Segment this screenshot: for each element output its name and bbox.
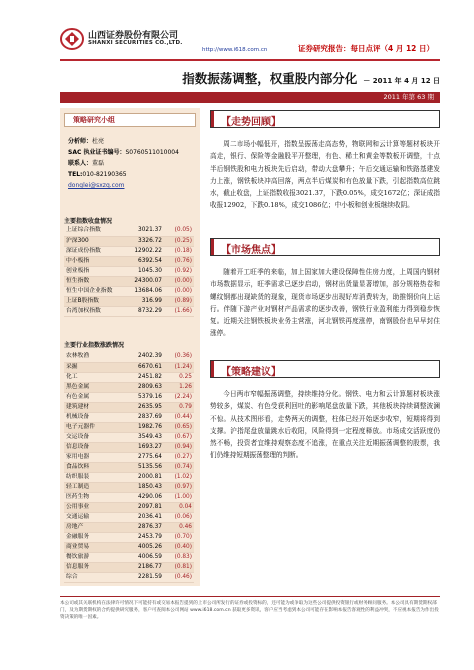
row-change-cell: (0.70)	[164, 532, 194, 542]
contact-name: 董磊	[92, 160, 105, 167]
row-value-cell: 1693.27	[122, 442, 164, 452]
row-name-cell: 家用电器	[64, 452, 122, 462]
company-logo-icon	[60, 28, 84, 50]
row-name-cell: 综合	[64, 572, 122, 582]
row-value-cell: 5379.16	[122, 392, 164, 402]
row-value-cell: 2036.41	[122, 512, 164, 522]
row-value-cell: 2451.82	[122, 372, 164, 382]
section-accent-bar	[211, 361, 214, 377]
section-body-trend: 周二市场小幅低开，指数呈振荡走高态势，物联网和云计算等题材板块开高走，银行、保险等金融股平开整理，有色、稀土和黄金等数板开调整，十点半后钢铁股和电力板块先后启动，带动大盘攀升；午后交通运输和铁路基建发力上涨，钢铁板块冲高回落，两点半后煤炭和有色放量下跌，引起指数高位跳水，截止收盘，上证指数收报3021.37，下跌0.05%，成交1672亿；深证成指收报12902，下跌0.18%，成交1086亿；中小板和创业板继续收阴。	[210, 140, 440, 210]
row-change-cell: (0.00)	[164, 276, 194, 286]
row-value-cell: 3021.37	[122, 226, 164, 236]
row-value-cell: 2837.69	[122, 412, 164, 422]
row-name-cell: 上证B股指数	[64, 296, 122, 306]
row-change-cell: (0.27)	[164, 452, 194, 462]
disclaimer-footer: 本公司或其关联机构在法律许可情况下可能持有或交易本报告提到的上市公司所发行的证券或投资标的，还可能为或争取为这些公司提供投资银行或财务顾问服务。本公司具有期货期权部门，及为期货期权的合约提供研究服务，客户可查阅本公司网站 www.i618.com.cn 获取更多资讯，客户应当考虑到本公司可能存在影响本报告客观性的利益冲突，不应视本报告为作出投资决策的唯一因素。	[60, 601, 439, 620]
row-change-cell: (0.97)	[164, 482, 194, 492]
row-change-cell: (2.24)	[164, 392, 194, 402]
report-header	[60, 24, 440, 62]
analyst-label: 分析师：	[68, 138, 93, 145]
row-value-cell: 2000.81	[122, 472, 164, 482]
row-change-cell: (0.92)	[164, 266, 194, 276]
table-row	[64, 256, 194, 266]
row-change-cell: (0.05)	[164, 226, 194, 236]
table-row	[64, 492, 194, 502]
row-change-cell: (0.65)	[164, 422, 194, 432]
industry-table-title: 主要行业指数涨跌情况	[64, 342, 125, 349]
report-type-tag: 证券研究报告：每日点评（4 月 12 日）	[298, 44, 434, 53]
row-value-cell: 4290.06	[122, 492, 164, 502]
company-name-cn: 山西证券股份有限公司	[88, 31, 179, 41]
cert-label: SAC 执业证书编号：	[68, 149, 126, 156]
section-body-focus: 随着开工旺季的来临，加上国家加大建设保障性住房力度，上周国内钢材市场数据显示，旺季需求已逐步启动，钢材出货量显著增加，部分规格热卷和螺纹钢都出现缺货的现象，现货市场逐步出现好库消费转为，助推钢价向上运行。伴随下游产业对钢材产品需求的逐步改善，钢铁行业盈利能力得到稳步恢复。近期关注钢铁板块业务主营涨，河北钢铁再度涨停，南钢股份也早早封住涨停。	[210, 268, 440, 338]
row-value-cell: 2186.77	[122, 562, 164, 572]
row-value-cell: 3549.43	[122, 432, 164, 442]
team-contact-info	[68, 136, 196, 191]
row-name-cell: 中小板指	[64, 256, 122, 266]
row-name-cell: 沪深300	[64, 236, 122, 246]
table-row	[64, 412, 194, 422]
row-name-cell: 电子元器件	[64, 422, 122, 432]
row-change-cell: (0.46)	[164, 572, 194, 582]
table-row	[64, 502, 194, 512]
table-row	[64, 306, 194, 316]
table-row	[64, 522, 194, 532]
row-change-cell: (0.40)	[164, 542, 194, 552]
table-row	[64, 482, 194, 492]
table-row	[64, 572, 194, 582]
row-value-cell: 1850.43	[122, 482, 164, 492]
section-heading-text: 【走势回顾】	[221, 117, 281, 128]
row-change-cell: (0.06)	[164, 512, 194, 522]
table-row	[64, 286, 194, 296]
row-change-cell: (0.25)	[164, 236, 194, 246]
row-name-cell: 台湾加权指数	[64, 306, 122, 316]
row-name-cell: 黑色金属	[64, 382, 122, 392]
row-name-cell: 机械设备	[64, 412, 122, 422]
section-heading-focus	[210, 238, 440, 256]
row-name-cell: 信息服务	[64, 562, 122, 572]
row-change-cell: 0.79	[164, 402, 194, 412]
row-change-cell: (0.36)	[164, 352, 194, 362]
row-value-cell: 4006.59	[122, 552, 164, 562]
row-value-cell: 2402.39	[122, 352, 164, 362]
row-change-cell: 0.46	[164, 522, 194, 532]
row-name-cell: 创业板指	[64, 266, 122, 276]
index-table-title: 主要指数收盘情况	[64, 218, 113, 225]
row-change-cell: 0.04	[164, 502, 194, 512]
row-value-cell: 3326.72	[122, 236, 164, 246]
row-value-cell: 1045.30	[122, 266, 164, 276]
table-row	[64, 442, 194, 452]
row-value-cell: 4005.26	[122, 542, 164, 552]
row-change-cell: 0.25	[164, 372, 194, 382]
issue-number-bar: 2011 年第 63 期	[60, 92, 440, 103]
row-name-cell: 农林牧渔	[64, 352, 122, 362]
table-row	[64, 532, 194, 542]
row-value-cell: 5135.56	[122, 462, 164, 472]
row-value-cell: 1982.76	[122, 422, 164, 432]
row-name-cell: 房地产	[64, 522, 122, 532]
table-row	[64, 276, 194, 286]
row-change-cell: 1.26	[164, 382, 194, 392]
company-name-en: SHANXI SECURITIES CO.,LTD.	[88, 40, 183, 46]
row-change-cell: (0.89)	[164, 296, 194, 306]
row-change-cell: (1.24)	[164, 362, 194, 372]
row-change-cell: (0.18)	[164, 246, 194, 256]
table-row	[64, 236, 194, 246]
row-value-cell: 8732.29	[122, 306, 164, 316]
row-name-cell: 深证成份指数	[64, 246, 122, 256]
section-body-strategy: 今日两市窄幅振荡调整，持续维持分化。钢铁、电力和云计算题材板块涨势较多，煤炭、有色受获利回吐的影响尾盘放量下跌，其他板块持续调整波澜不惊。从技术图形看，走势两天的调整，柱体已经开始逐步收窄，短期将得到支撑。沪指尾盘放量跳水后收阳，风险得到一定程度释放。市场成交活跃度仍然不畅，投资者宜维持观察态度不追涨，在重点关注近期振荡调整的股票，我们仍维持短期振荡整理的判断。	[210, 390, 440, 460]
table-row	[64, 512, 194, 522]
table-row	[64, 266, 194, 276]
cert-number: S0760511010004	[125, 149, 179, 156]
row-name-cell: 化工	[64, 372, 122, 382]
table-row	[64, 296, 194, 306]
row-change-cell: (0.83)	[164, 552, 194, 562]
row-value-cell: 316.99	[122, 296, 164, 306]
email-link[interactable]: donglei@sxzq.com	[68, 182, 125, 189]
row-name-cell: 恒生中国企业指数	[64, 286, 122, 296]
footer-divider	[60, 596, 440, 597]
table-row	[64, 462, 194, 472]
section-heading-text: 【策略建议】	[221, 367, 281, 378]
row-value-cell: 2635.95	[122, 402, 164, 412]
header-divider	[60, 59, 440, 61]
table-row	[64, 382, 194, 392]
table-row	[64, 392, 194, 402]
row-name-cell: 餐饮旅游	[64, 552, 122, 562]
team-heading: 策略研究小组	[64, 113, 196, 127]
row-change-cell: (0.00)	[164, 286, 194, 296]
row-name-cell: 纺织服装	[64, 472, 122, 482]
section-heading-text: 【市场焦点】	[221, 245, 281, 256]
row-value-cell: 24300.07	[122, 276, 164, 286]
row-change-cell: (0.67)	[164, 432, 194, 442]
table-row	[64, 372, 194, 382]
table-row	[64, 542, 194, 552]
row-value-cell: 12902.22	[122, 246, 164, 256]
table-row	[64, 432, 194, 442]
analyst-name: 杜亮	[92, 138, 105, 145]
company-url-link[interactable]: http://www.i618.com.cn	[202, 47, 268, 53]
table-row	[64, 246, 194, 256]
row-name-cell: 轻工制造	[64, 482, 122, 492]
row-value-cell: 6392.54	[122, 256, 164, 266]
table-row	[64, 552, 194, 562]
section-heading-trend	[210, 110, 440, 128]
row-name-cell: 交通运输	[64, 512, 122, 522]
row-change-cell: (0.76)	[164, 256, 194, 266]
row-name-cell: 建筑建材	[64, 402, 122, 412]
section-accent-bar	[211, 111, 214, 127]
table-row	[64, 402, 194, 412]
table-row	[64, 352, 194, 362]
row-change-cell: (0.81)	[164, 562, 194, 572]
row-change-cell: (0.74)	[164, 462, 194, 472]
table-row	[64, 472, 194, 482]
table-row	[64, 362, 194, 372]
row-value-cell: 2775.64	[122, 452, 164, 462]
table-row	[64, 562, 194, 572]
row-name-cell: 信息设备	[64, 442, 122, 452]
row-value-cell: 2281.59	[122, 572, 164, 582]
row-name-cell: 上证综合指数	[64, 226, 122, 236]
table-row	[64, 226, 194, 236]
row-name-cell: 食品饮料	[64, 462, 122, 472]
table-row	[64, 422, 194, 432]
tel-number: 010-82190365	[82, 171, 127, 178]
row-name-cell: 医药生物	[64, 492, 122, 502]
row-name-cell: 交运设备	[64, 432, 122, 442]
row-change-cell: (1.02)	[164, 472, 194, 482]
report-date: － 2011 年 4 月 12 日	[363, 77, 440, 85]
row-change-cell: (0.94)	[164, 442, 194, 452]
table-row	[64, 452, 194, 462]
tel-label: TEL:	[68, 171, 83, 178]
report-title-row	[60, 68, 440, 87]
row-name-cell: 采掘	[64, 362, 122, 372]
row-value-cell: 13684.06	[122, 286, 164, 296]
row-name-cell: 公用事业	[64, 502, 122, 512]
row-name-cell: 有色金属	[64, 392, 122, 402]
index-table	[64, 226, 194, 317]
left-sidebar	[60, 108, 200, 586]
industry-table	[64, 352, 194, 583]
row-name-cell: 金融服务	[64, 532, 122, 542]
section-heading-strategy	[210, 360, 440, 378]
row-value-cell: 2097.81	[122, 502, 164, 512]
row-name-cell: 商业贸易	[64, 542, 122, 552]
report-title: 指数振荡调整，权重股内部分化	[182, 71, 358, 86]
row-change-cell: (1.00)	[164, 492, 194, 502]
row-value-cell: 2809.63	[122, 382, 164, 392]
row-value-cell: 6670.61	[122, 362, 164, 372]
row-name-cell: 恒生指数	[64, 276, 122, 286]
row-value-cell: 2453.79	[122, 532, 164, 542]
section-accent-bar	[211, 239, 214, 255]
row-change-cell: (0.44)	[164, 412, 194, 422]
contact-label: 联系人：	[68, 160, 93, 167]
row-value-cell: 2876.37	[122, 522, 164, 532]
row-change-cell: (1.66)	[164, 306, 194, 316]
